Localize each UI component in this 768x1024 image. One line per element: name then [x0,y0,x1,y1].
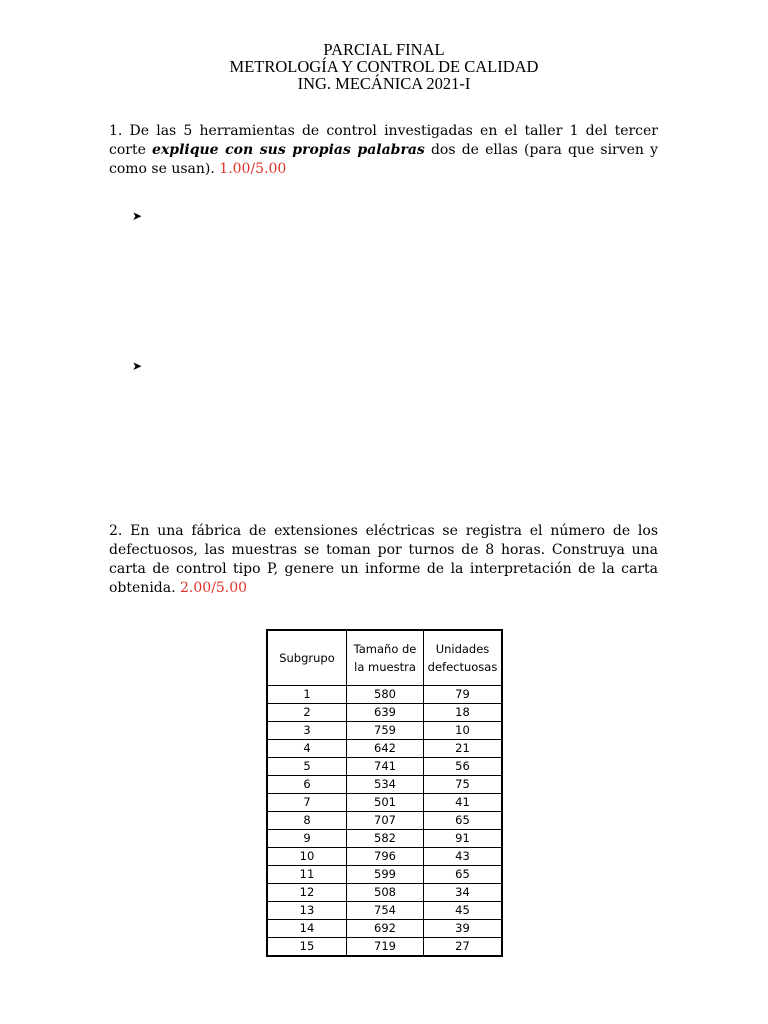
table-row [267,938,502,957]
cell-unidades-defectuosas: 65 [424,866,503,884]
cell-unidades-defectuosas: 18 [424,704,503,722]
cell-subgrupo: 3 [267,722,347,740]
cell-unidades-defectuosas: 10 [424,722,503,740]
cell-tamano-muestra: 501 [347,794,424,812]
cell-subgrupo: 12 [267,884,347,902]
cell-subgrupo: 10 [267,848,347,866]
table-row [267,722,502,740]
defects-table [266,629,503,957]
cell-subgrupo: 4 [267,740,347,758]
table-row [267,776,502,794]
question-2-text: 2. En una fábrica de extensiones eléctricas se registra el número de los defectuosos, las muestras se toman por turnos de 8 horas. Construya una carta de control tipo P, genere un informe de la interpretación de la carta obtenida. [109,523,658,596]
cell-subgrupo: 13 [267,902,347,920]
program-title: ING. MECÁNICA 2021-I [297,74,471,93]
cell-tamano-muestra: 692 [347,920,424,938]
cell-tamano-muestra: 796 [347,848,424,866]
cell-subgrupo: 11 [267,866,347,884]
cell-unidades-defectuosas: 65 [424,812,503,830]
cell-subgrupo: 8 [267,812,347,830]
cell-tamano-muestra: 741 [347,758,424,776]
cell-subgrupo: 9 [267,830,347,848]
arrow-bullet-icon: ➤ [132,209,143,223]
table-row [267,866,502,884]
arrow-bullet-icon: ➤ [132,359,143,373]
table-body [267,686,502,957]
cell-unidades-defectuosas: 39 [424,920,503,938]
header-tamano-muestra: Tamaño de la muestra [347,630,424,686]
cell-subgrupo: 5 [267,758,347,776]
header-unidades-defectuosas: Unidades defectuosas [424,630,503,686]
document-header [0,41,768,92]
cell-tamano-muestra: 754 [347,902,424,920]
cell-unidades-defectuosas: 79 [424,686,503,704]
question-1-emphasis: explique con sus propias palabras [152,142,425,158]
table-row [267,758,502,776]
cell-tamano-muestra: 639 [347,704,424,722]
cell-subgrupo: 14 [267,920,347,938]
cell-tamano-muestra: 582 [347,830,424,848]
cell-unidades-defectuosas: 27 [424,938,503,957]
exam-title: PARCIAL FINAL [323,40,445,59]
cell-unidades-defectuosas: 75 [424,776,503,794]
table-row [267,902,502,920]
table-row [267,812,502,830]
table-row [267,920,502,938]
header-subgrupo: Subgrupo [267,630,347,686]
cell-unidades-defectuosas: 45 [424,902,503,920]
cell-tamano-muestra: 534 [347,776,424,794]
cell-subgrupo: 1 [267,686,347,704]
cell-subgrupo: 2 [267,704,347,722]
question-1-text-after: dos de ellas (para que sirven y como se usan). [109,142,659,177]
question-1-score: 1.00/5.00 [219,161,287,177]
table-row [267,884,502,902]
cell-tamano-muestra: 599 [347,866,424,884]
cell-subgrupo: 7 [267,794,347,812]
table-row [267,740,502,758]
table-header-row [267,630,502,686]
course-title: METROLOGÍA Y CONTROL DE CALIDAD [229,57,539,76]
cell-unidades-defectuosas: 21 [424,740,503,758]
table-row [267,686,502,704]
table-row [267,794,502,812]
cell-unidades-defectuosas: 34 [424,884,503,902]
cell-unidades-defectuosas: 56 [424,758,503,776]
cell-tamano-muestra: 707 [347,812,424,830]
cell-tamano-muestra: 759 [347,722,424,740]
question-2-score: 2.00/5.00 [180,580,248,596]
cell-tamano-muestra: 508 [347,884,424,902]
cell-tamano-muestra: 642 [347,740,424,758]
table-row [267,830,502,848]
cell-unidades-defectuosas: 43 [424,848,503,866]
question-1 [109,122,658,179]
cell-subgrupo: 15 [267,938,347,957]
table-row [267,704,502,722]
cell-tamano-muestra: 580 [347,686,424,704]
cell-tamano-muestra: 719 [347,938,424,957]
cell-subgrupo: 6 [267,776,347,794]
question-2 [109,522,658,598]
cell-unidades-defectuosas: 91 [424,830,503,848]
question-1-text-before: 1. De las 5 herramientas de control investigadas en el taller 1 del tercer corte [109,123,658,158]
table-row [267,848,502,866]
cell-unidades-defectuosas: 41 [424,794,503,812]
